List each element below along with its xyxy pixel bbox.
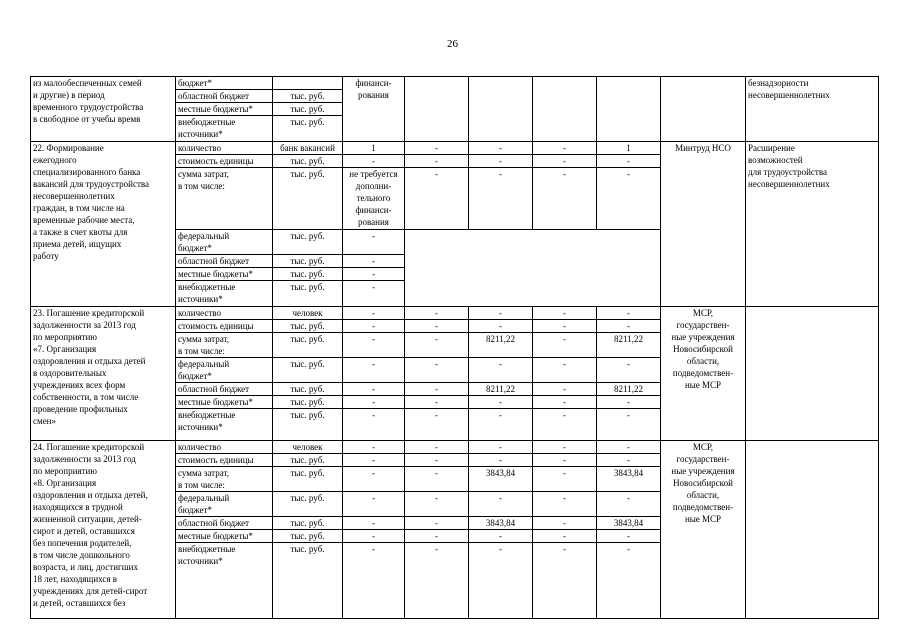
value-cell: - <box>533 358 597 383</box>
row-label: федеральный бюджет* <box>176 492 273 517</box>
value-cell: 8211,22 <box>597 383 661 396</box>
value-cell: - <box>343 358 405 383</box>
value-cell: - <box>597 543 661 619</box>
unit-cell: тыс. руб. <box>273 358 343 383</box>
value-cell: - <box>405 409 469 441</box>
value-cell: - <box>343 441 405 454</box>
value-cell: 8211,22 <box>597 333 661 358</box>
executor: МСР, государствен- ные учреждения Новосибирской области, подведомствен- ные МСР <box>661 307 746 441</box>
value-cell: - <box>533 155 597 168</box>
value-cell: - <box>597 168 661 230</box>
row-label: областной бюджет <box>176 517 273 530</box>
unit-cell: человек <box>273 307 343 320</box>
row-label: местные бюджеты* <box>176 268 273 281</box>
activity-name: 22. Формирование ежегодного специализированного банка вакансий для трудоустройства несовершеннолетних граждан, в том числе на временные рабочие места, а также в счет квоты для приема детей, ищущих работу <box>31 142 176 307</box>
unit-cell: тыс. руб. <box>273 281 343 307</box>
value-cell: - <box>405 467 469 492</box>
row-label: стоимость единицы <box>176 155 273 168</box>
row-label: сумма затрат, в том числе: <box>176 467 273 492</box>
executor: Минтруд НСО <box>661 142 746 307</box>
value-cell: 3843,84 <box>597 467 661 492</box>
value-cell: - <box>343 255 405 268</box>
value-cell: - <box>405 155 469 168</box>
value-cell: 8211,22 <box>469 333 533 358</box>
value-cell: 1 <box>343 142 405 155</box>
activity-name: 24. Погашение кредиторской задолженности за 2013 год по мероприятию «8. Организация оздоровления и отдыха детей, находящихся в трудной жизненной ситуации, детей- сирот и детей, оставшихся без попечения родителей, в том числе дошкольного возраста, и лиц, достигших 18 лет, находящихся в учреждениях для детей-сирот и детей, оставшихся без <box>31 441 176 619</box>
value-cell: - <box>343 517 405 530</box>
value-cell: - <box>597 358 661 383</box>
row-label: внебюджетные источники* <box>176 116 273 142</box>
row-label: сумма затрат, в том числе: <box>176 168 273 230</box>
row-label: внебюджетные источники* <box>176 409 273 441</box>
value-cell: 1 <box>597 142 661 155</box>
value-cell: - <box>405 333 469 358</box>
value-cell: - <box>597 155 661 168</box>
row-label: местные бюджеты* <box>176 530 273 543</box>
row-label: стоимость единицы <box>176 454 273 467</box>
value-cell: - <box>405 454 469 467</box>
value-cell: - <box>533 441 597 454</box>
unit-cell: тыс. руб. <box>273 168 343 230</box>
value-cell: - <box>405 307 469 320</box>
value-cell: - <box>533 142 597 155</box>
value-cell: 3843,84 <box>469 517 533 530</box>
value-cell: - <box>533 168 597 230</box>
value-cell: 3843,84 <box>597 517 661 530</box>
value-cell: - <box>343 409 405 441</box>
value-cell: - <box>343 333 405 358</box>
unit-cell: тыс. руб. <box>273 320 343 333</box>
row-label: федеральный бюджет* <box>176 230 273 255</box>
value-cell: - <box>343 155 405 168</box>
unit-cell: тыс. руб. <box>273 492 343 517</box>
value-cell: - <box>469 320 533 333</box>
unit-cell: тыс. руб. <box>273 333 343 358</box>
activity-name: из малообеспеченных семей и другие) в период временного трудоустройства в свободное от учебы время <box>31 77 176 142</box>
value-cell: - <box>343 281 405 307</box>
expected-result: безнадзорности несовершеннолетних <box>746 77 879 142</box>
value-cell: - <box>533 333 597 358</box>
value-cell: - <box>405 142 469 155</box>
row-label: областной бюджет <box>176 383 273 396</box>
value-cell: не требуется дополни- тельного финанси- рования <box>343 168 405 230</box>
value-cell: - <box>597 492 661 517</box>
value-cell: - <box>405 320 469 333</box>
unit-cell: тыс. руб. <box>273 103 343 116</box>
value-cell: - <box>343 268 405 281</box>
executor: МСР, государствен- ные учреждения Новосибирской области, подведомствен- ные МСР <box>661 441 746 619</box>
value-cell: - <box>597 396 661 409</box>
value-cell: - <box>405 168 469 230</box>
unit-cell: тыс. руб. <box>273 383 343 396</box>
unit-cell: тыс. руб. <box>273 396 343 409</box>
row-label: бюджет* <box>176 77 273 90</box>
value-cell: финанси- рования <box>343 77 405 142</box>
row-label: областной бюджет <box>176 90 273 103</box>
value-cell: - <box>533 467 597 492</box>
value-cell: - <box>533 517 597 530</box>
value-cell: - <box>469 396 533 409</box>
value-cell: - <box>533 383 597 396</box>
value-cell: - <box>469 307 533 320</box>
value-cell: 8211,22 <box>469 383 533 396</box>
value-cell: - <box>343 320 405 333</box>
value-cell: - <box>469 492 533 517</box>
value-cell: - <box>597 530 661 543</box>
row-label: количество <box>176 441 273 454</box>
page-number: 26 <box>447 38 458 50</box>
row-label: количество <box>176 307 273 320</box>
activity-name: 23. Погашение кредиторской задолженности за 2013 год по мероприятию «7. Организация оздоровления и отдыха детей в оздоровительных учреждениях всех форм собственности, в том числе проведение профильных смен» <box>31 307 176 441</box>
value-cell: - <box>597 454 661 467</box>
value-cell: - <box>405 358 469 383</box>
row-label: местные бюджеты* <box>176 396 273 409</box>
value-cell: - <box>469 441 533 454</box>
value-cell: - <box>405 396 469 409</box>
value-cell: - <box>533 543 597 619</box>
value-cell: - <box>469 409 533 441</box>
row-label: сумма затрат, в том числе: <box>176 333 273 358</box>
value-cell: - <box>405 383 469 396</box>
row-label: стоимость единицы <box>176 320 273 333</box>
value-cell: - <box>469 530 533 543</box>
value-cell: - <box>343 543 405 619</box>
value-cell: - <box>405 492 469 517</box>
value-cell: - <box>469 142 533 155</box>
unit-cell: тыс. руб. <box>273 543 343 619</box>
row-label: федеральный бюджет* <box>176 358 273 383</box>
value-cell: - <box>533 396 597 409</box>
value-cell: - <box>405 530 469 543</box>
row-label: внебюджетные источники* <box>176 543 273 619</box>
value-cell: - <box>597 320 661 333</box>
value-cell: - <box>469 155 533 168</box>
value-cell: - <box>405 517 469 530</box>
row-label: областной бюджет <box>176 255 273 268</box>
value-cell: - <box>533 454 597 467</box>
value-cell: - <box>343 530 405 543</box>
unit-cell: тыс. руб. <box>273 517 343 530</box>
unit-cell: тыс. руб. <box>273 530 343 543</box>
value-cell: - <box>533 307 597 320</box>
unit-cell: тыс. руб. <box>273 255 343 268</box>
value-cell: - <box>343 396 405 409</box>
unit-cell: тыс. руб. <box>273 116 343 142</box>
unit-cell: банк вакансий <box>273 142 343 155</box>
row-label: внебюджетные источники* <box>176 281 273 307</box>
value-cell: - <box>533 492 597 517</box>
value-cell: - <box>469 358 533 383</box>
unit-cell: тыс. руб. <box>273 268 343 281</box>
value-cell: - <box>343 383 405 396</box>
value-cell: - <box>343 492 405 517</box>
unit-cell: тыс. руб. <box>273 230 343 255</box>
value-cell: - <box>597 441 661 454</box>
value-cell: - <box>343 307 405 320</box>
program-table <box>30 76 879 619</box>
unit-cell: тыс. руб. <box>273 155 343 168</box>
unit-cell: тыс. руб. <box>273 409 343 441</box>
value-cell: - <box>597 409 661 441</box>
value-cell: - <box>343 467 405 492</box>
row-label: местные бюджеты* <box>176 103 273 116</box>
value-cell: - <box>343 454 405 467</box>
unit-cell: тыс. руб. <box>273 467 343 492</box>
value-cell: - <box>405 441 469 454</box>
value-cell: - <box>469 543 533 619</box>
value-cell: - <box>405 543 469 619</box>
value-cell: - <box>597 307 661 320</box>
unit-cell: тыс. руб. <box>273 90 343 103</box>
value-cell: - <box>469 454 533 467</box>
value-cell: - <box>343 230 405 255</box>
row-label: количество <box>176 142 273 155</box>
value-cell: - <box>533 530 597 543</box>
unit-cell: человек <box>273 441 343 454</box>
value-cell: 3843,84 <box>469 467 533 492</box>
unit-cell: тыс. руб. <box>273 454 343 467</box>
expected-result: Расширение возможностей для трудоустройства несовершеннолетних <box>746 142 879 307</box>
value-cell: - <box>533 409 597 441</box>
value-cell: - <box>469 168 533 230</box>
value-cell: - <box>533 320 597 333</box>
